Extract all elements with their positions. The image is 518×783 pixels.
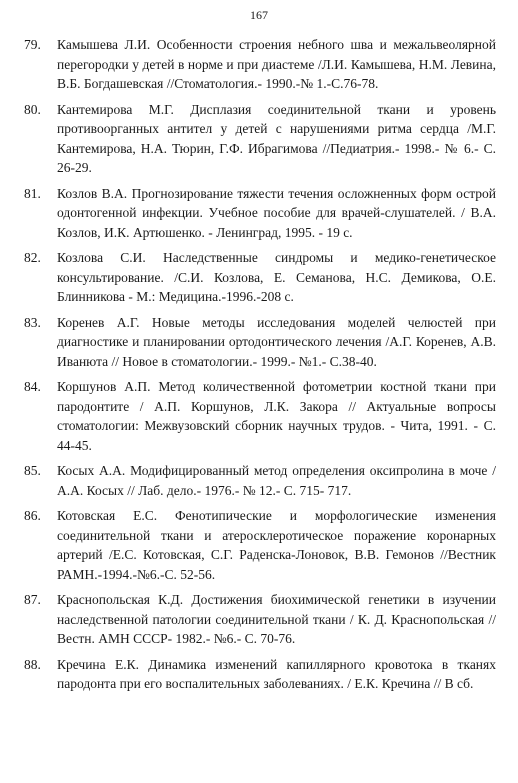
reference-number: 88.: [24, 656, 41, 672]
reference-text: Коршунов А.П. Метод количественной фотометрии костной ткани при пародонтите / А.П. Коршунов, Л.К. Закора // Актуальные вопросы стоматологии: Межвузовский сборник научных трудов. - Чита, 1991. - С. 44-45.: [57, 379, 496, 453]
reference-text: Кантемирова М.Г. Дисплазия соединительной ткани и уровень противоорганных антител у детей с нарушениями ритма сердца /М.Г. Кантемирова, Н.А. Тюрин, Г.Ф. Ибрагимова //Педиатрия.- 1998.- № 6.- С. 26-29.: [57, 101, 496, 175]
reference-item: [0, 506, 518, 584]
reference-number: 87.: [24, 592, 41, 607]
reference-item: [0, 590, 518, 649]
reference-text: Козлова С.И. Наследственные синдромы и медико-генетическое консультирование. /С.И. Козлова, Е. Семанова, Н.С. Демикова, О.Е. Блинникова - М.: Медицина.-1996.-208 с.: [57, 250, 496, 304]
page-number: 167: [250, 8, 268, 22]
reference-text: Косых А.А. Модифицированный метод определения оксипролина в моче / А.А. Косых // Лаб. дело.- 1976.- № 12.- С. 715- 717.: [57, 463, 496, 498]
reference-number: 79.: [24, 37, 41, 52]
reference-text: Котовская Е.С. Фенотипические и морфологические изменения соединительной ткани и атеросклеротическое поражение коронарных артерий /Е.С. Котовская, С.Г. Раденска-Лоновок, В.В. Гемонов //Вестник РАМН.-1994.-№6.-С. 52-56.: [57, 508, 496, 582]
reference-item: [0, 461, 518, 500]
reference-item: [0, 248, 518, 307]
reference-text: Коренев А.Г. Новые методы исследования моделей челюстей при диагностике и планировании ортодонтического лечения /А.Г. Коренев, А.В. Иванюта // Новое в стоматологии.- 1999.- №1.- С.38-40.: [57, 314, 496, 369]
reference-list: [0, 35, 518, 700]
reference-number: 86.: [24, 508, 41, 523]
reference-item: [0, 377, 518, 455]
reference-text: Краснопольская К.Д. Достижения биохимической генетики в изучении наследственной патологии соединительной ткани / К. Д. Краснопольская //Вестн. АМН СССР- 1982.- №6.- С. 70-76.: [57, 592, 496, 646]
reference-number: 81.: [24, 185, 41, 201]
reference-item: [0, 184, 518, 243]
reference-text: Кречина Е.К. Динамика изменений капиллярного кровотока в тканях пародонта при его воспалительных заболеваниях. / Е.К. Кречина // В сб.: [57, 656, 496, 691]
reference-item: [0, 313, 518, 372]
reference-number: 84.: [24, 379, 41, 394]
reference-text: Камышева Л.И. Особенности строения небного шва и межальвеолярной перегородки у детей в норме и при диастеме /Л.И. Камышева, Н.М. Левина, В.Б. Богдашевская //Стоматология.- 1990.-№ 1.-С.76-78.: [57, 37, 496, 91]
reference-number: 83.: [24, 314, 41, 330]
reference-number: 80.: [24, 101, 41, 117]
reference-text: Козлов В.А. Прогнозирование тяжести течения осложненных форм острой одонтогенной инфекции. Учебное пособие для врачей-слушателей. / В.А. Козлов, И.К. Артюшенко. - Ленинград, 1995. - 19 с.: [57, 185, 496, 240]
reference-number: 82.: [24, 250, 41, 265]
reference-item: [0, 35, 518, 94]
reference-item: [0, 100, 518, 178]
reference-number: 85.: [24, 463, 41, 478]
reference-item: [0, 655, 518, 694]
